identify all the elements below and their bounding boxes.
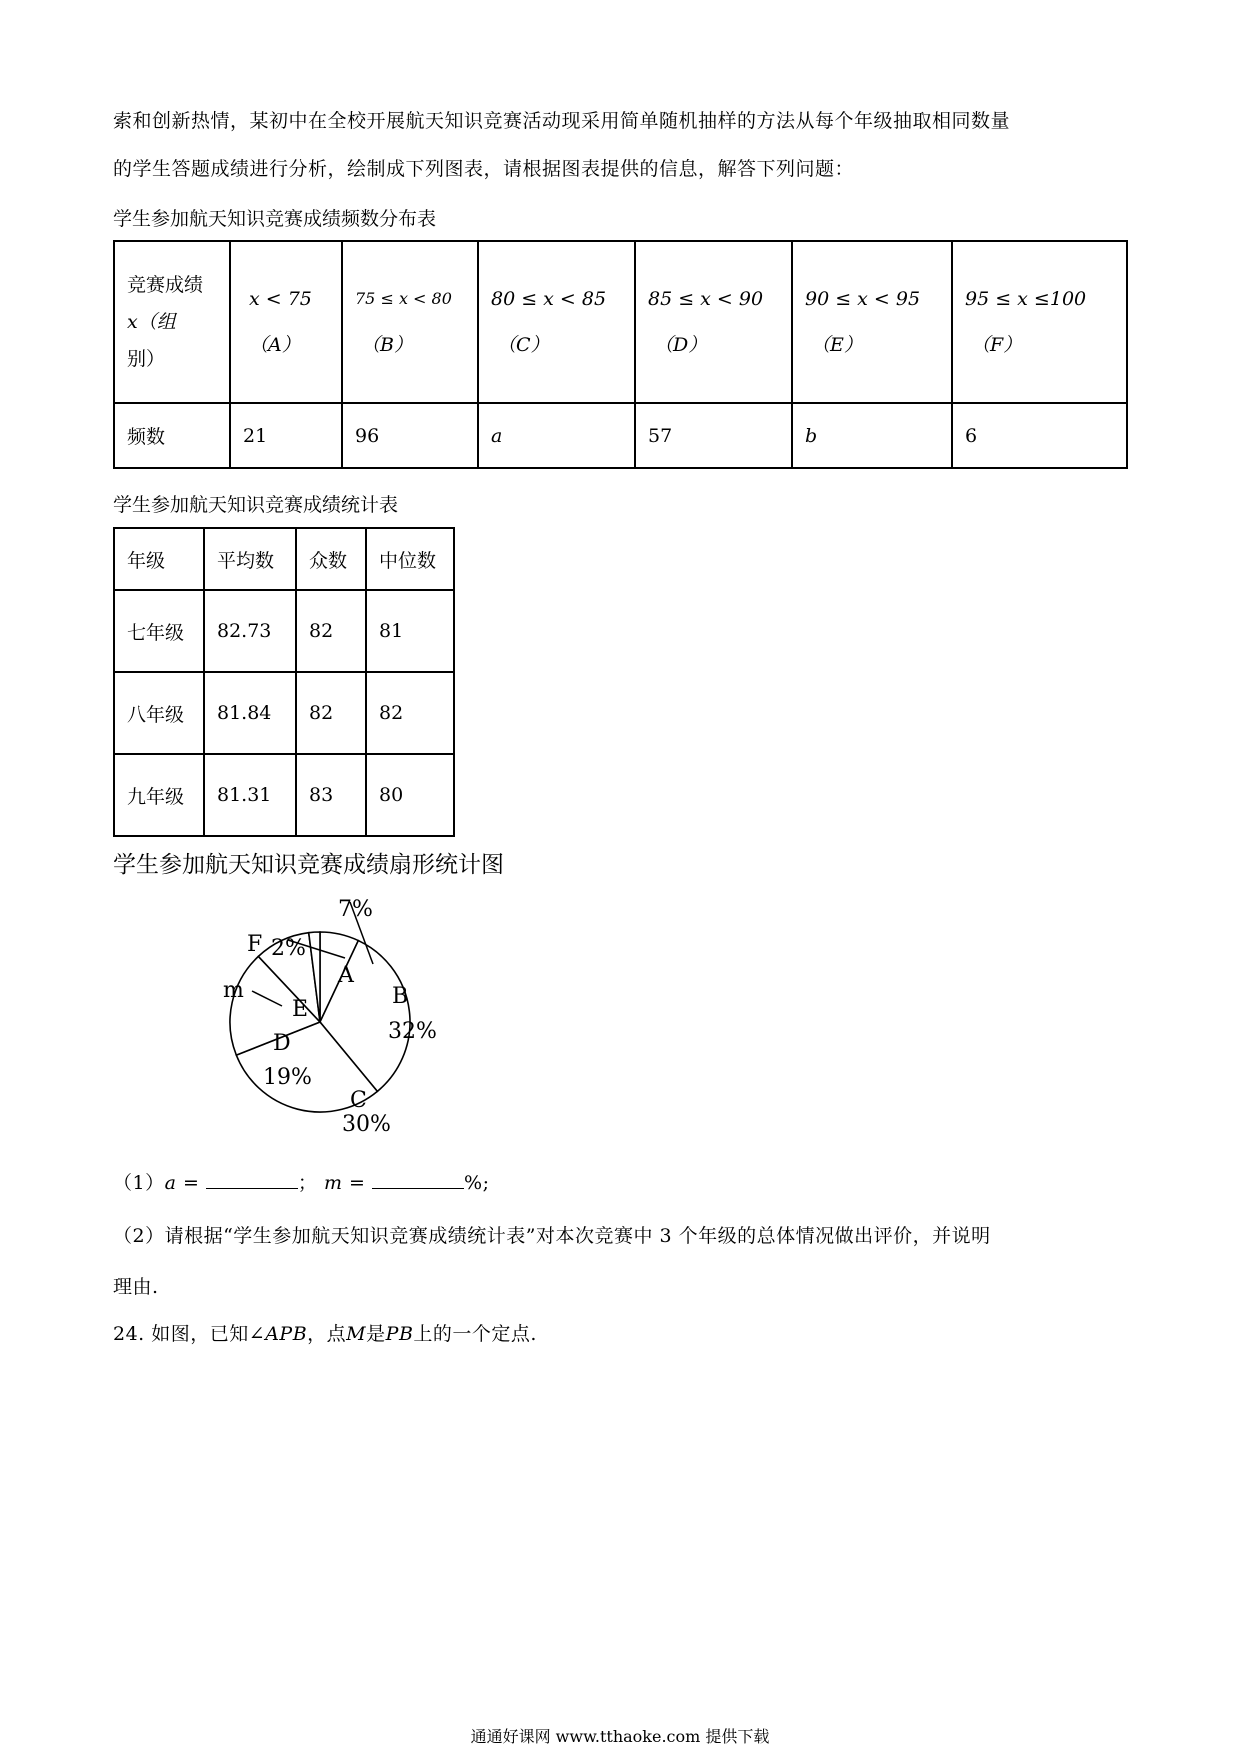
pie-label-d: D	[273, 1031, 291, 1056]
q24-pb: PB	[385, 1323, 414, 1345]
q1-a: a	[164, 1172, 177, 1194]
header-line-1: 竞赛成绩	[127, 274, 204, 296]
frequency-distribution-table	[113, 240, 1128, 469]
question-24	[113, 1319, 537, 1346]
group-range: 75 ≤ x < 80	[355, 289, 452, 308]
intro-line-1: 索和创新热情，某初中在全校开展航天知识竞赛活动现采用简单随机抽样的方法从每个年级抽取相同数量	[113, 110, 1011, 132]
group-range: x < 75	[249, 288, 312, 310]
stat-header-grade: 年级	[114, 528, 204, 590]
freq-table-caption: 学生参加航天知识竞赛成绩频数分布表	[113, 208, 437, 230]
group-range: 95 ≤ x ≤100	[965, 288, 1087, 310]
freq-value-c: a	[478, 403, 635, 468]
pie-label-e-pct: m	[223, 978, 244, 1003]
pie-label-b: B	[392, 984, 409, 1009]
stat-cell: 九年级	[114, 754, 204, 836]
stat-cell: 81	[366, 590, 454, 672]
pie-label-a-pct: 7%	[338, 897, 373, 922]
stat-cell: 83	[296, 754, 366, 836]
header-line-3: 别）	[127, 348, 166, 370]
pie-label-d-pct: 19%	[263, 1065, 312, 1090]
group-cell-d	[635, 241, 792, 403]
freq-value-d: 57	[635, 403, 792, 468]
group-label: （A）	[249, 334, 301, 356]
stat-cell: 81.31	[204, 754, 296, 836]
group-range: 80 ≤ x < 85	[491, 288, 607, 310]
q1-eq2: =	[342, 1172, 373, 1194]
group-range: 90 ≤ x < 95	[805, 288, 921, 310]
stat-cell: 81.84	[204, 672, 296, 754]
group-cell-e	[792, 241, 952, 403]
q1-sep: ；	[297, 1172, 318, 1194]
question-2-line-1: （2）请根据“学生参加航天知识竞赛成绩统计表”对本次竞赛中 3 个年级的总体情况做出评价，并说明	[113, 1225, 991, 1247]
stat-cell: 82	[296, 590, 366, 672]
q1-prefix: （1）	[113, 1172, 165, 1194]
stat-cell: 82.73	[204, 590, 296, 672]
stat-cell: 八年级	[114, 672, 204, 754]
freq-row-label: 频数	[114, 403, 230, 468]
question-1	[113, 1168, 489, 1195]
q1-suffix: %;	[464, 1172, 490, 1194]
group-cell-b	[342, 241, 478, 403]
q1-m: m	[323, 1172, 343, 1194]
stat-header-mode: 众数	[296, 528, 366, 590]
group-cell-a	[230, 241, 342, 403]
group-label: （C）	[497, 334, 550, 356]
freq-value-b: 96	[342, 403, 478, 468]
statistics-table	[113, 527, 455, 837]
group-cell-f	[952, 241, 1127, 403]
answer-blank-a[interactable]	[206, 1170, 298, 1189]
group-cell-c	[478, 241, 635, 403]
q24-is: 是	[366, 1323, 386, 1345]
pie-label-f: F	[247, 932, 263, 957]
answer-blank-m[interactable]	[372, 1170, 464, 1189]
pie-label-c: C	[350, 1088, 367, 1113]
question-2-line-2: 理由.	[113, 1276, 159, 1298]
stat-cell: 80	[366, 754, 454, 836]
stat-cell: 82	[366, 672, 454, 754]
q24-end: 上的一个定点.	[413, 1323, 537, 1345]
pie-slices	[230, 932, 410, 1112]
q24-prefix: 24. 如图，已知∠	[113, 1323, 266, 1345]
group-label: （E）	[811, 334, 863, 356]
pie-label-c-pct: 30%	[342, 1112, 391, 1137]
pie-label-a: A	[338, 963, 354, 988]
stat-cell: 七年级	[114, 590, 204, 672]
stat-table-caption: 学生参加航天知识竞赛成绩统计表	[113, 494, 399, 516]
stat-header-mean: 平均数	[204, 528, 296, 590]
q24-mid: ，点	[307, 1323, 347, 1345]
q24-apb: APB	[265, 1323, 308, 1345]
pie-label-e: E	[292, 997, 309, 1022]
pie-label-f-pct: 2%	[271, 936, 306, 961]
pie-label-b-pct: 32%	[388, 1019, 437, 1044]
group-label: （D）	[654, 334, 708, 356]
q24-m: M	[346, 1323, 367, 1345]
group-range: 85 ≤ x < 90	[648, 288, 764, 310]
group-label: （F）	[971, 334, 1023, 356]
q1-eq1: =	[176, 1172, 206, 1194]
stat-cell: 82	[296, 672, 366, 754]
freq-header-cell	[114, 241, 230, 403]
intro-line-2: 的学生答题成绩进行分析，绘制成下列图表，请根据图表提供的信息，解答下列问题：	[113, 158, 855, 180]
freq-value-f: 6	[952, 403, 1127, 468]
stat-header-median: 中位数	[366, 528, 454, 590]
freq-value-a: 21	[230, 403, 342, 468]
freq-value-e: b	[792, 403, 952, 468]
header-line-2: x（组	[127, 311, 176, 333]
pie-chart	[210, 880, 470, 1160]
pie-caption: 学生参加航天知识竞赛成绩扇形统计图	[113, 852, 504, 878]
footer: 通通好课网 www.tthaoke.com 提供下载	[470, 1727, 770, 1746]
group-label: （B）	[361, 334, 413, 356]
